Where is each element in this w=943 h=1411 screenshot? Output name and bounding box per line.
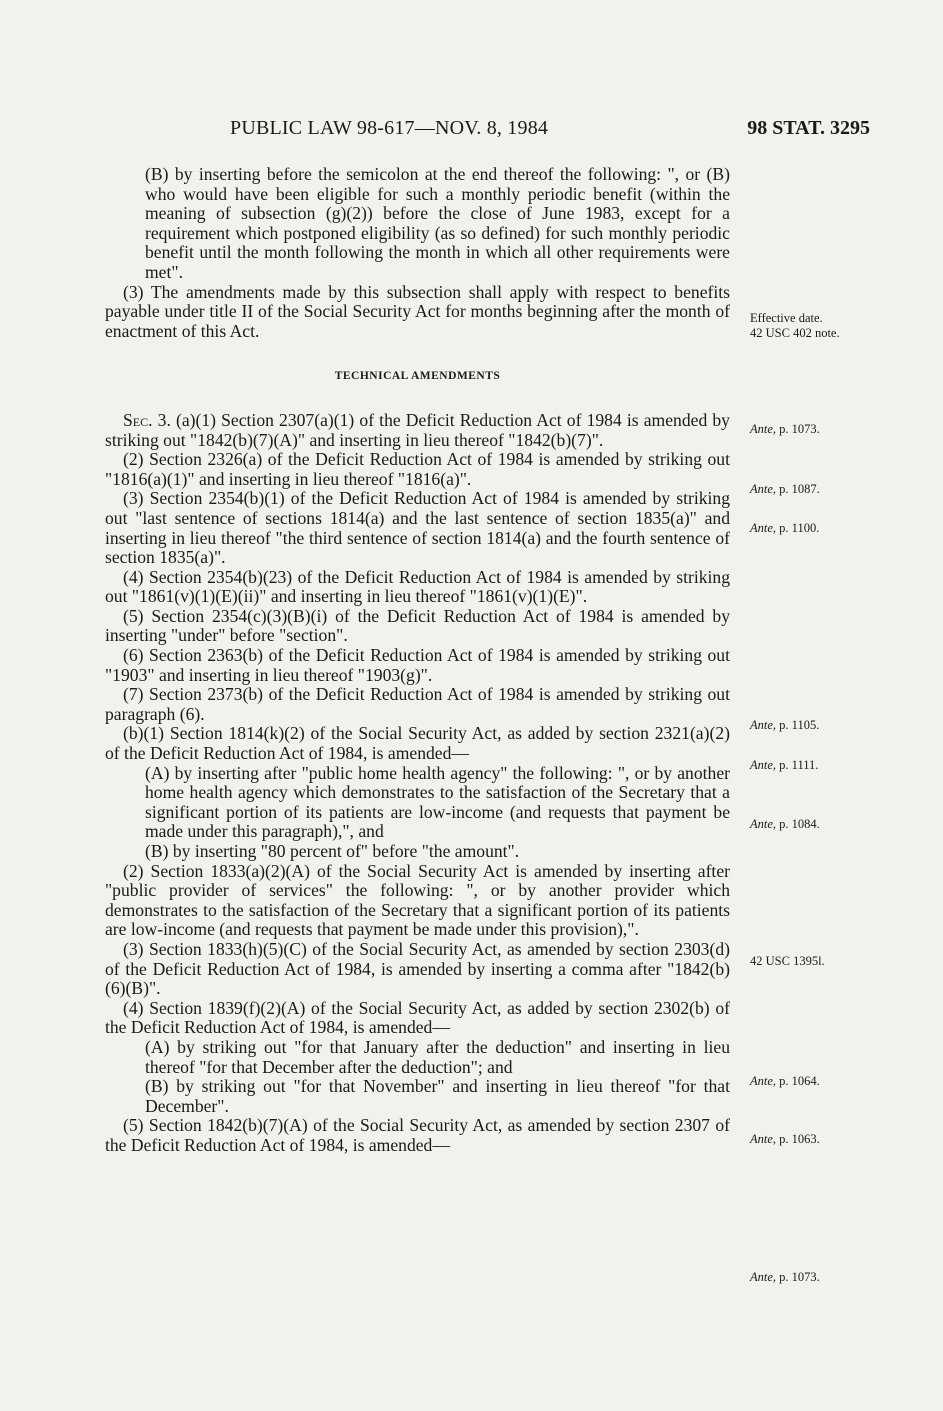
margin-note-ante-1105: Ante, p. 1105. <box>750 718 820 732</box>
sec3-a7: (7) Section 2373(b) of the Deficit Reduction Act of 1984 is amended by striking out paragraph (6). <box>105 684 730 724</box>
sec3-b2: (2) Section 1833(a)(2)(A) of the Social Security Act is amended by inserting after "public provider of services" the following: ", or by another provider which demonstrates to the satisfaction of the Secretary that a significant portion of its patients are low-income (and requests that payment be made under this provision),". <box>105 860 730 940</box>
sec3-a1 <box>105 411 730 450</box>
body-text <box>105 165 730 1156</box>
margin-note-ante-1111: Ante, p. 1111. <box>750 758 819 772</box>
sec-label: Sec. 3. <box>123 409 171 430</box>
margin-note-ante-1100: Ante, p. 1100. <box>750 521 820 535</box>
margin-note-ante-1064: Ante, p. 1064. <box>750 1074 820 1088</box>
sec3-b3: (3) Section 1833(h)(5)(C) of the Social Security Act, as amended by section 2303(d) of the Deficit Reduction Act of 1984, is amended by inserting a comma after "1842(b)(6)(B)". <box>105 938 730 999</box>
margin-note-ante-1084: Ante, p. 1084. <box>750 817 820 831</box>
margin-note-ante-1073: Ante, p. 1073. <box>750 422 820 436</box>
section-heading: TECHNICAL AMENDMENTS <box>334 370 501 383</box>
header-stat-page: 98 STAT. 3295 <box>747 117 870 139</box>
sec3-a3: (3) Section 2354(b)(1) of the Deficit Reduction Act of 1984 is amended by striking out "last sentence of sections 1814(a) and the last sentence of section 1835(a)" and inserting in lieu thereof "the third sentence of section 1814(a) and the fourth sentence of section 1835(a)". <box>105 488 730 568</box>
sec3-b5: (5) Section 1842(b)(7)(A) of the Social Security Act, as amended by section 2307 of the Deficit Reduction Act of 1984, is amended— <box>105 1115 730 1155</box>
margin-note-ante-1063: Ante, p. 1063. <box>750 1132 820 1146</box>
sec3-b4-A: (A) by striking out "for that January after the deduction" and inserting in lieu thereof "for that December after the deduction"; and <box>145 1036 730 1077</box>
margin-note-42usc1395l: 42 USC 1395l. <box>750 954 825 968</box>
sec3-b1-B: (B) by inserting "80 percent of" before "the amount". <box>145 841 520 861</box>
header-title: PUBLIC LAW 98-617—NOV. 8, 1984 <box>230 117 549 139</box>
sec3-b4: (4) Section 1839(f)(2)(A) of the Social Security Act, as added by section 2302(b) of the Deficit Reduction Act of 1984, is amended— <box>105 997 730 1038</box>
sec3-b1: (b)(1) Section 1814(k)(2) of the Social Security Act, as added by section 2321(a)(2) of the Deficit Reduction Act of 1984, is amended— <box>105 723 730 764</box>
margin-note-ante-1073-b: Ante, p. 1073. <box>750 1270 820 1284</box>
sec3-a1-text: (a)(1) Section 2307(a)(1) of the Deficit Reduction Act of 1984 is amended by striking out "1842(b)(7)(A)" and inserting in lieu thereof "1842(b)(7)". <box>105 409 730 450</box>
sec3-a4: (4) Section 2354(b)(23) of the Deficit Reduction Act of 1984 is amended by striking out "1861(v)(1)(E)(ii)" and inserting in lieu thereof "1861(v)(1)(E)". <box>105 566 730 607</box>
margin-note-ante-1087: Ante, p. 1087. <box>750 482 820 496</box>
sec3-b1-A: (A) by inserting after "public home health agency" the following: ", or by another home health agency which demonstrates to the satisfaction of the Secretary that a significant portion of its patients are low-income (and requests that payment be made under this paragraph),", and <box>145 762 730 842</box>
paragraph-3-effective: (3) The amendments made by this subsection shall apply with respect to benefits payable under title II of the Social Security Act for months beginning after the month of enactment of this Act. <box>105 281 730 341</box>
page-header <box>100 117 870 141</box>
sec3-a5: (5) Section 2354(c)(3)(B)(i) of the Deficit Reduction Act of 1984 is amended by inserting "under" before "section". <box>105 605 730 646</box>
paragraph-b-insert: (B) by inserting before the semicolon at the end thereof the following: ", or (B) who would have been eligible for such a monthly periodic benefit (within the meaning of subsection (g)(2)) before the close of June 1983, except for a requirement which postponed eligibility (as so defined) for such monthly periodic benefit until the month following the month in which all other requirements were met". <box>145 164 730 282</box>
sec3-b4-B: (B) by striking out "for that November" and inserting in lieu thereof "for that December". <box>145 1076 730 1116</box>
margin-note-effective-date: Effective date. 42 USC 402 note. <box>750 311 840 340</box>
sec3-a2: (2) Section 2326(a) of the Deficit Reduction Act of 1984 is amended by striking out "1816(a)(1)" and inserting in lieu thereof "1816(a)". <box>105 449 730 489</box>
sec3-a6: (6) Section 2363(b) of the Deficit Reduction Act of 1984 is amended by striking out "1903" and inserting in lieu thereof "1903(g)". <box>105 645 730 685</box>
